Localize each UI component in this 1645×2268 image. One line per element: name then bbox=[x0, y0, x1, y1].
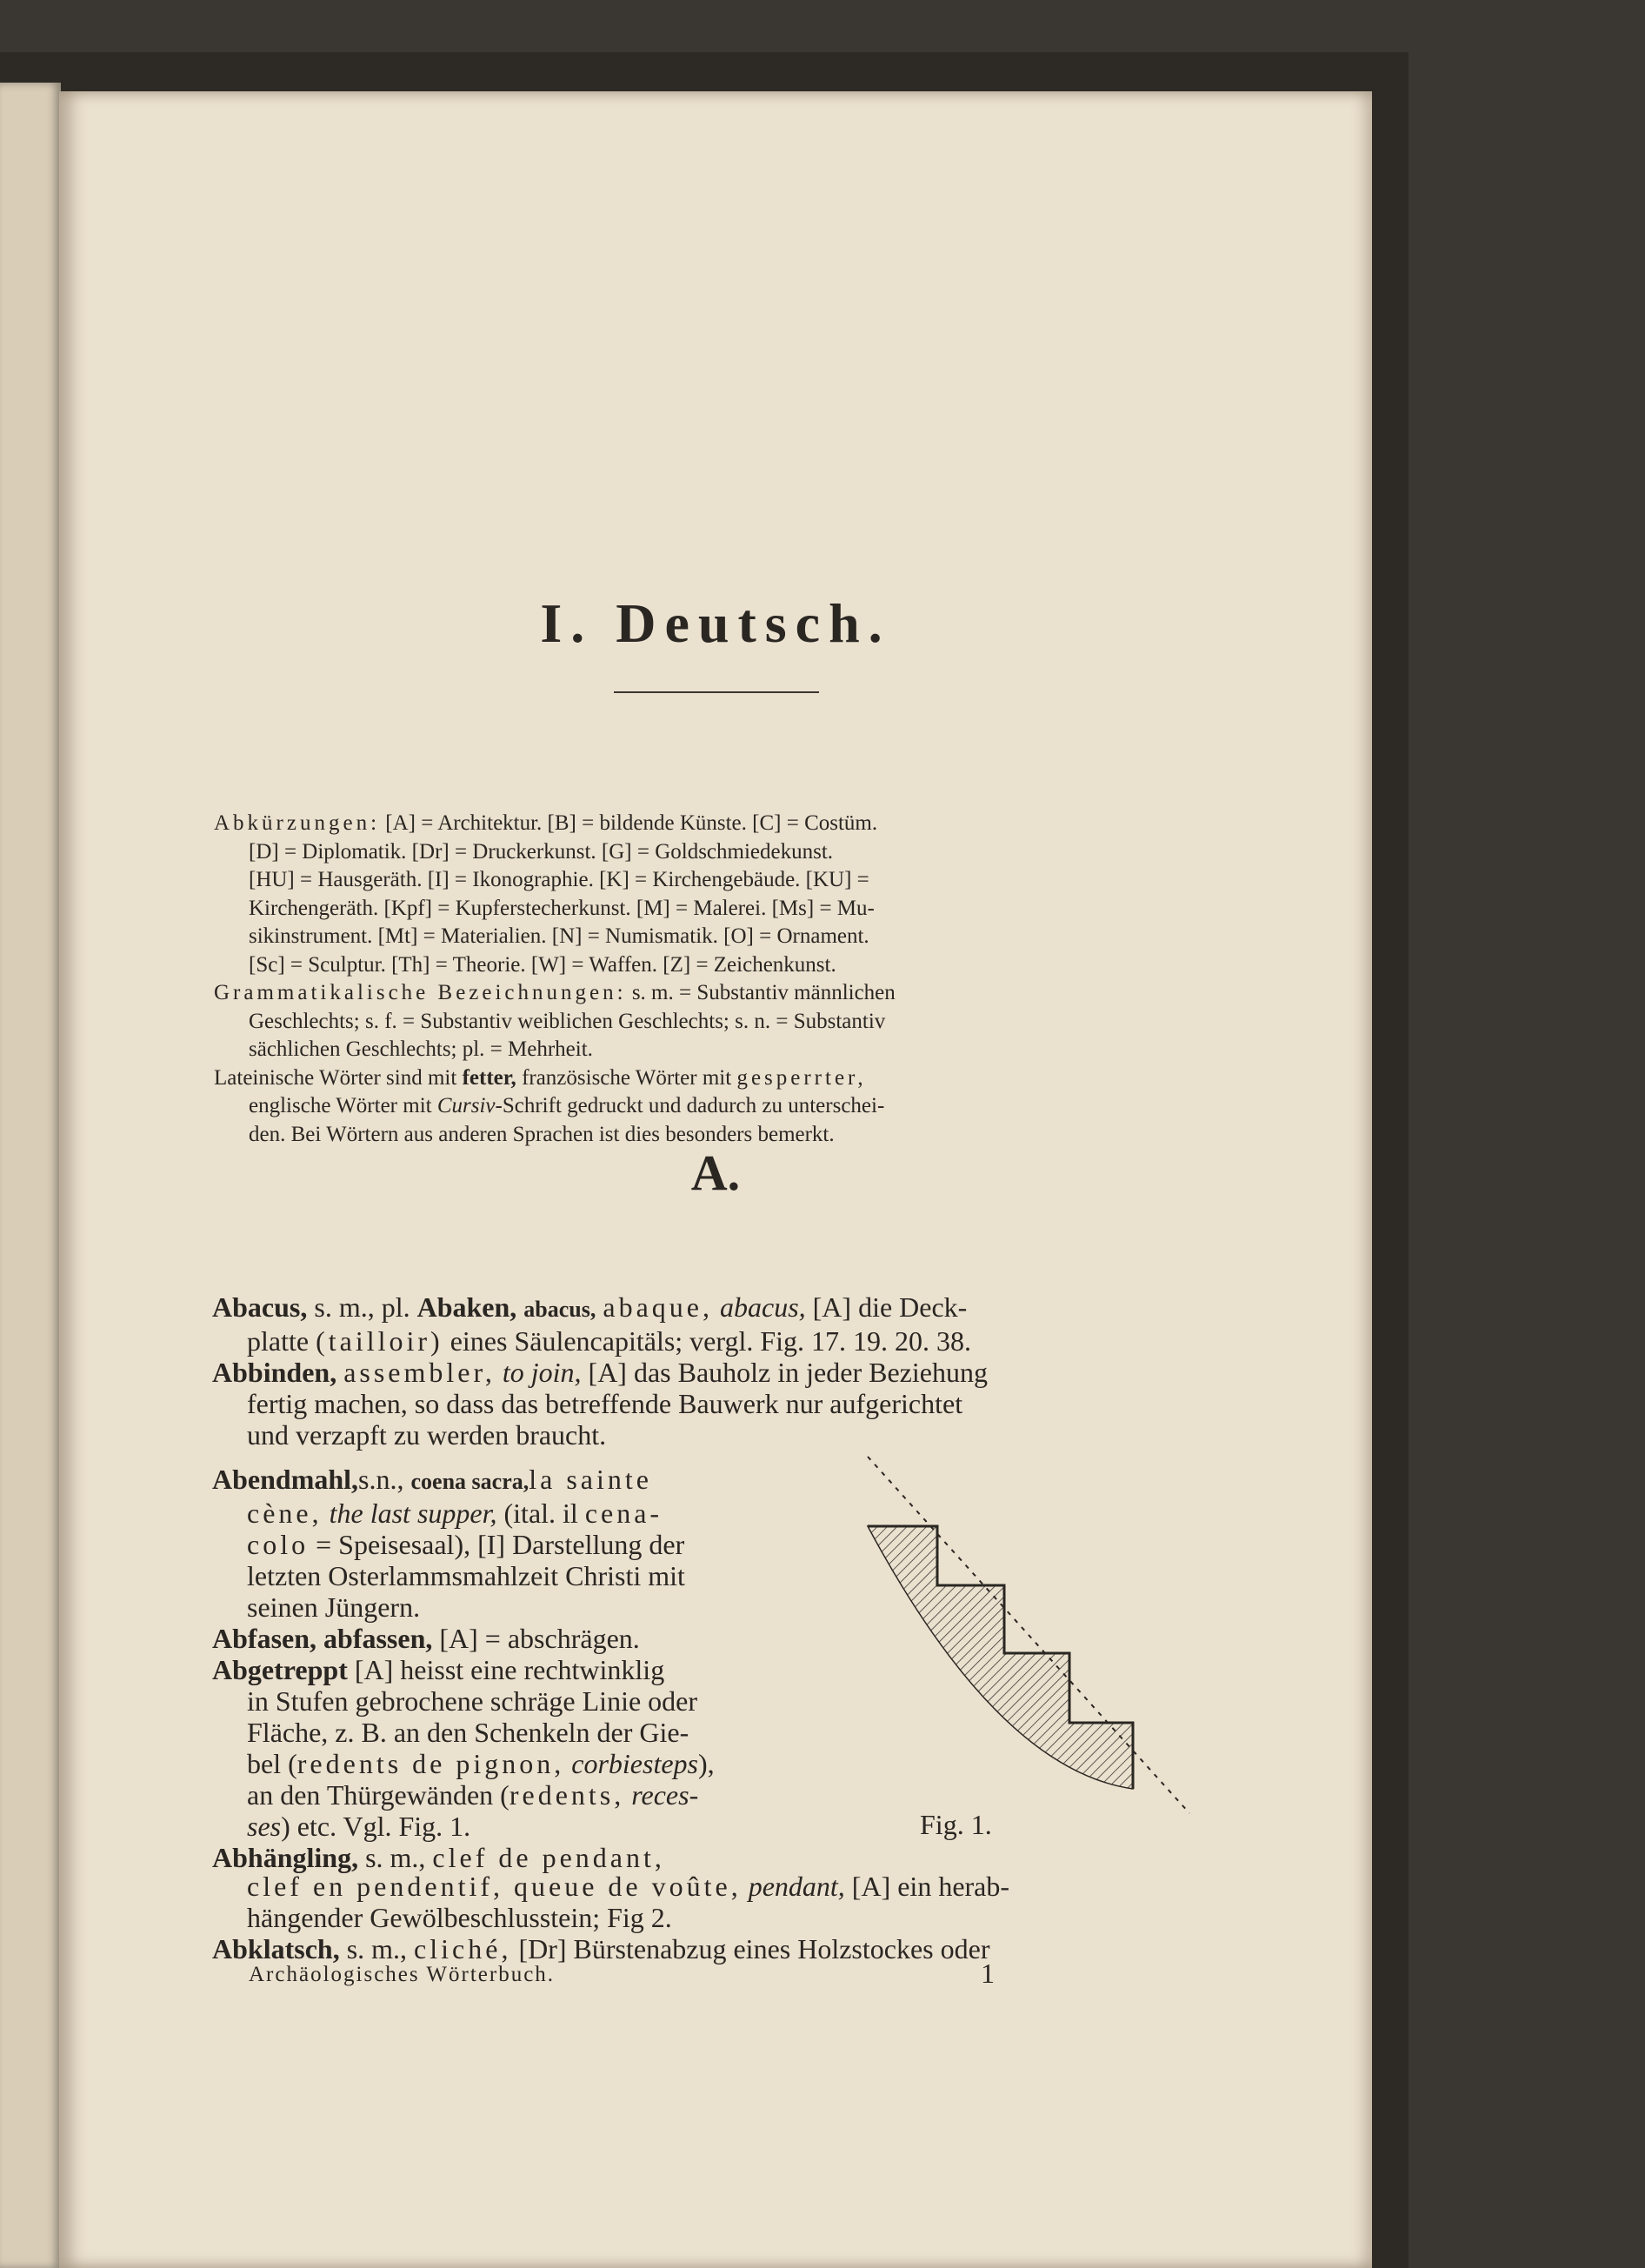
gram-text-1: s. m. = Substantiv männlichen bbox=[631, 981, 896, 1004]
french-abbinden: assembler, bbox=[343, 1357, 496, 1388]
grammar-abhaengling: s. m., bbox=[365, 1842, 426, 1873]
abbr-line-5: sikinstrument. [Mt] = Materialien. [N] = Numismatik. [O] = Ornament. bbox=[249, 924, 869, 948]
lat-line-3: den. Bei Wörtern aus anderen Sprachen ist dies besonders bemerkt. bbox=[249, 1122, 835, 1146]
french-redents: redents, bbox=[509, 1779, 625, 1811]
footer-sheet-number: 1 bbox=[981, 1958, 995, 1989]
lat-text-3: englische Wörter mit bbox=[249, 1094, 432, 1117]
entry-abendmahl-line-5: seinen Jüngern. bbox=[247, 1591, 421, 1623]
english-abacus: abacus, bbox=[719, 1291, 806, 1323]
entry-abhaengling-line-3: hängender Gewölbeschlusstein; Fig 2. bbox=[247, 1902, 672, 1933]
entry-abbinden bbox=[212, 1357, 1212, 1388]
lat-text-1: Lateinische Wörter sind mit bbox=[214, 1065, 457, 1090]
title-rule bbox=[614, 691, 819, 693]
latin-abacus: abacus, bbox=[523, 1297, 596, 1322]
footer-signature: Archäologisches Wörterbuch. bbox=[249, 1963, 556, 1986]
entries-top bbox=[212, 1291, 1212, 1451]
ital-cenacolo-1: cena- bbox=[584, 1498, 663, 1529]
abbr-line-1 bbox=[214, 810, 1214, 838]
abbr-line-6: [Sc] = Sculptur. [Th] = Theorie. [W] = Waffen. [Z] = Zeichenkunst. bbox=[249, 952, 836, 977]
entry-abhaengling bbox=[212, 1842, 829, 1873]
french-clef-pendentif: clef en pendentif, queue de voûte, bbox=[247, 1871, 742, 1902]
french-abacus: abaque, bbox=[603, 1291, 713, 1323]
def-abacus-2: platte bbox=[247, 1325, 310, 1357]
text-paren-1: ), bbox=[698, 1748, 715, 1779]
page-title: I. Deutsch. bbox=[540, 592, 891, 654]
grammar-abklatsch: s. m., bbox=[346, 1933, 408, 1964]
headword-abklatsch: Abklatsch, bbox=[212, 1933, 340, 1964]
headword-abendmahl: Abendmahl, bbox=[212, 1464, 359, 1495]
lat-line-1 bbox=[214, 1064, 1214, 1093]
entry-abacus bbox=[212, 1291, 1212, 1325]
lat-line-2 bbox=[214, 1092, 1214, 1121]
def-abhaengling-1: [A] ein herab- bbox=[851, 1871, 1010, 1902]
french-tailloir: (tailloir) bbox=[316, 1325, 443, 1357]
grammar-abacus: s. m., pl. bbox=[314, 1291, 410, 1323]
text-bel: bel ( bbox=[247, 1748, 297, 1779]
gram-line-1 bbox=[214, 979, 1214, 1008]
def-abacus-3: eines Säulencapitäls; vergl. Fig. 17. 19. 20. 38. bbox=[450, 1325, 972, 1357]
entry-abbinden-line-2: fertig machen, so dass das betreffende Bauwerk nur aufgerichtet bbox=[247, 1388, 963, 1419]
entry-abklatsch bbox=[212, 1933, 1212, 1964]
entry-abgetreppt-line-2: in Stufen gebrochene schräge Linie oder bbox=[247, 1685, 698, 1717]
entry-abendmahl-line-2 bbox=[212, 1498, 829, 1529]
lat-text-4: -Schrift gedruckt und dadurch zu unterschei- bbox=[495, 1094, 885, 1117]
plural-abaken: Abaken, bbox=[416, 1291, 517, 1323]
abbr-line-2: [D] = Diplomatik. [Dr] = Druckerkunst. [G] = Goldschmiedekunst. bbox=[249, 839, 834, 864]
english-recesses-1: reces- bbox=[631, 1779, 699, 1811]
lat-italic-sample: Cursiv bbox=[436, 1094, 496, 1117]
lat-spaced-sample: gesperrter, bbox=[736, 1065, 867, 1090]
entry-abgetreppt bbox=[212, 1654, 829, 1685]
headword-abgetreppt: Abgetreppt bbox=[212, 1654, 348, 1685]
entry-abendmahl-line-3 bbox=[212, 1529, 829, 1560]
english-corbiesteps: corbiesteps bbox=[571, 1748, 698, 1779]
latin-abendmahl: coena sacra, bbox=[410, 1469, 529, 1494]
french-abendmahl: la sainte bbox=[529, 1464, 652, 1495]
figure-1-caption: Fig. 1. bbox=[920, 1809, 992, 1840]
def-abendmahl-1: = Speisesaal), [I] Darstellung der bbox=[316, 1529, 685, 1560]
ital-cenacolo-2: colo bbox=[247, 1529, 310, 1560]
abbr-line-3: [HU] = Hausgeräth. [I] = Ikonographie. [K] = Kirchengebäude. [KU] = bbox=[249, 868, 869, 891]
entries-column bbox=[212, 1464, 829, 1873]
abbreviations-block bbox=[214, 810, 1214, 1149]
def-abacus-1: [A] die Deck- bbox=[812, 1291, 968, 1323]
entry-abhaengling-line-2 bbox=[212, 1871, 1212, 1902]
english-abendmahl: the last supper, bbox=[329, 1498, 497, 1529]
gram-line-2: Geschlechts; s. f. = Substantiv weiblichen Geschlechts; s. n. = Substantiv bbox=[249, 1009, 886, 1033]
def-abgetreppt-1: [A] heisst eine rechtwinklig bbox=[354, 1654, 665, 1685]
entries-bottom bbox=[212, 1871, 1212, 1964]
entry-abendmahl bbox=[212, 1464, 829, 1498]
def-abklatsch-1: [Dr] Bürstenabzug eines Holzstockes oder bbox=[518, 1933, 990, 1964]
headword-abbinden: Abbinden, bbox=[212, 1357, 337, 1388]
def-abfasen: [A] = abschrägen. bbox=[439, 1623, 640, 1654]
lat-bold-sample: fetter, bbox=[462, 1065, 516, 1090]
grammar-abendmahl: s.n., bbox=[358, 1464, 404, 1495]
english-pendant: pendant, bbox=[748, 1871, 845, 1902]
figure-1-stepped-line bbox=[798, 1448, 1198, 1822]
entry-abgetreppt-line-3: Fläche, z. B. an den Schenkeln der Gie- bbox=[247, 1717, 689, 1748]
def-abbinden-1: [A] das Bauholz in jeder Beziehung bbox=[588, 1357, 988, 1388]
abbr-line-4: Kirchengeräth. [Kpf] = Kupferstecherkunst. [M] = Malerei. [Ms] = Mu- bbox=[249, 896, 875, 920]
headword-abfasen: Abfasen, abfassen, bbox=[212, 1623, 433, 1654]
text-thuergewaende: an den Thürgewänden ( bbox=[247, 1779, 509, 1811]
abbr-lead: Abkürzungen: bbox=[214, 811, 381, 835]
english-abbinden: to join, bbox=[502, 1357, 582, 1388]
entry-abbinden-line-3: und verzapft zu werden braucht. bbox=[247, 1419, 607, 1451]
entry-abacus-line-2 bbox=[212, 1325, 1212, 1357]
section-letter: A. bbox=[690, 1144, 741, 1201]
french-clef-pendant: clef de pendant, bbox=[432, 1842, 665, 1873]
headword-abacus: Abacus, bbox=[212, 1291, 308, 1323]
gram-line-3: sächlichen Geschlechts; pl. = Mehrheit. bbox=[249, 1037, 593, 1061]
english-recesses-2: ses bbox=[247, 1811, 282, 1842]
french-cliche: cliché, bbox=[414, 1933, 512, 1964]
entry-abgetreppt-line-5 bbox=[212, 1779, 829, 1811]
headword-abhaengling: Abhängling, bbox=[212, 1842, 359, 1873]
gram-lead: Grammatikalische Bezeichnungen: bbox=[214, 981, 627, 1004]
abbr-text-1: [A] = Architektur. [B] = bildende Künste. [C] = Costüm. bbox=[385, 811, 878, 835]
lat-text-2: französische Wörter mit bbox=[522, 1065, 732, 1090]
entry-abfasen bbox=[212, 1623, 829, 1654]
entry-abendmahl-line-4: letzten Osterlammsmahlzeit Christi mit bbox=[247, 1560, 685, 1591]
ital-abendmahl: (ital. il bbox=[503, 1498, 578, 1529]
entry-abgetreppt-line-4 bbox=[212, 1748, 829, 1779]
entry-abgetreppt-line-6 bbox=[212, 1811, 829, 1842]
french-cene: cène, bbox=[247, 1498, 323, 1529]
previous-page-edge bbox=[0, 83, 61, 2268]
book-page bbox=[59, 91, 1372, 2268]
french-redents-pignon: redents de pignon, bbox=[296, 1748, 565, 1779]
text-vgl-fig: ) etc. Vgl. Fig. 1. bbox=[281, 1811, 471, 1842]
